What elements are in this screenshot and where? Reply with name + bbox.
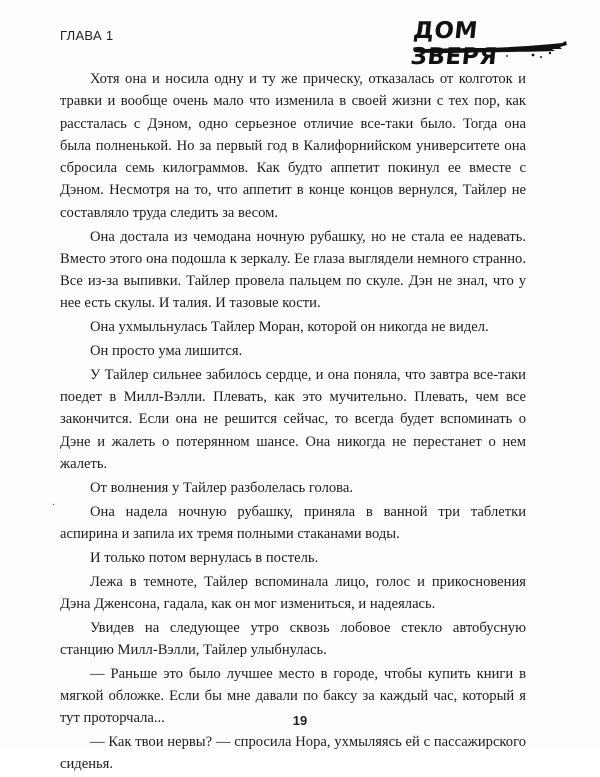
paragraph: Лежа в темноте, Тайлер вспоминала лицо, голос и прикосновения Дэна Дженсона, гадала, как он мог измениться, и надеялась.	[60, 573, 526, 612]
page-number: 19	[292, 713, 308, 728]
body-text	[60, 68, 526, 777]
paragraph: От волнения у Тайлер разболелась голова.	[90, 479, 354, 496]
paragraph: Увидев на следующее утро сквозь лобовое стекло автобусную станцию Милл-Вэлли, Тайлер улыбнулась.	[60, 619, 526, 658]
paragraph: — Раньше это было лучшее место в городе, чтобы купить книги в мягкой обложке. Если бы мне давали по баксу за каждый час, который я тут проторчала...	[60, 665, 526, 727]
paragraph: Она надела ночную рубашку, приняла в ванной три таблетки аспирина и запила их тремя полными стаканами воды.	[60, 503, 526, 542]
book-title-logo	[409, 16, 570, 70]
paragraph: Она ухмыльнулась Тайлер Моран, которой он никогда не видел.	[90, 319, 489, 336]
paragraph: Он просто ума лишится.	[90, 343, 243, 360]
paragraph: Она достала из чемодана ночную рубашку, но не стала ее надевать. Вместо этого она подошла к зеркалу. Ее глаза выглядели немного странно. Все из-за выпивки. Тайлер провела пальцем по скуле. Дэн не знал, что у нее есть скулы. И талия. И тазовые кости.	[60, 228, 526, 312]
paragraph: И только потом вернулась в постель.	[90, 549, 319, 566]
paragraph: Хотя она и носила одну и ту же прическу, отказалась от колготок и травки и вообще очень мало что изменила в своей жизни с тех пор, как рассталась с Дэном, одно серьезное отличие все-таки было. Тогда она была полненькой. Но за первый год в Калифорнийском университете она сбросила семь килограммов. Как будто аппетит покинул ее вместе с Дэном. Несмотря на то, что аппетит в конце концов вернулся, Тайлер не составляло труда следить за весом.	[60, 71, 526, 221]
paragraph: — Как твои нервы? — спросила Нора, ухмыляясь ей с пассажирского сиденья.	[60, 734, 526, 773]
book-title-text: ДОМ ЗВЕРЯ	[409, 18, 499, 70]
paragraph: У Тайлер сильнее забилось сердце, и она поняла, что завтра все-таки поедет в Милл-Вэлли. Плевать, как это мучительно. Плевать, чем все закончится. Если она не решится сейчас, то всегда будет вспоминать о Дэне и жалеть о потерянном шансе. Она никогда не перестанет о нем жалеть.	[60, 366, 526, 473]
stray-mark: ·	[52, 500, 56, 511]
chapter-header: ГЛАВА 1	[60, 28, 114, 43]
